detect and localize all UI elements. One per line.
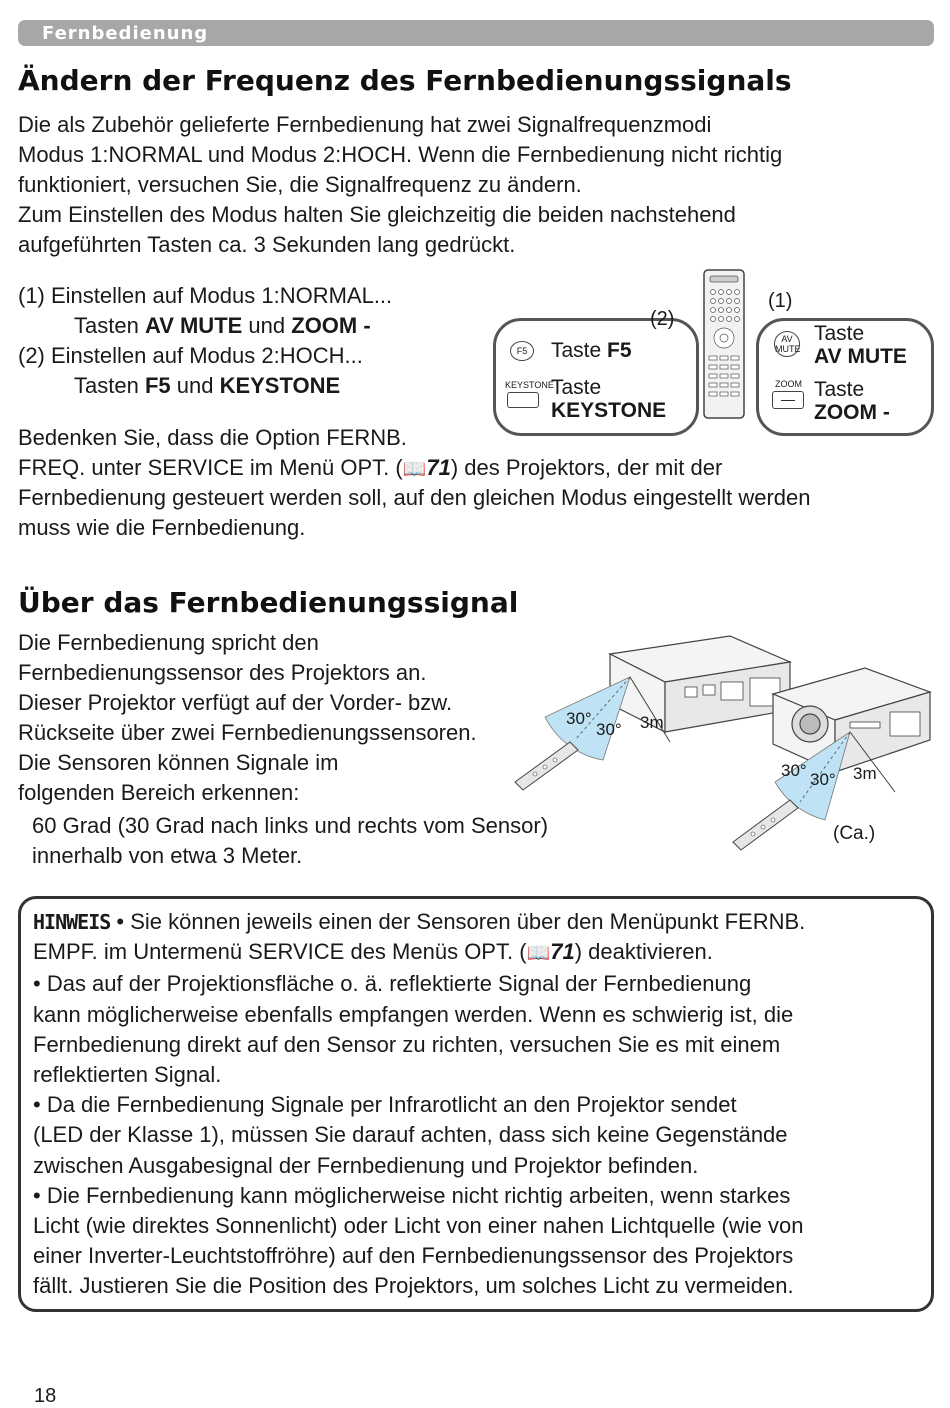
step1-keys xyxy=(74,313,371,339)
step1-key-a: AV MUTE xyxy=(144,313,243,338)
distance-front: 3m xyxy=(853,764,877,783)
step1-label: (1) Einstellen auf Modus 1:NORMAL... xyxy=(18,283,393,308)
mode-note-line3: Fernbedienung gesteuert werden soll, auf den gleichen Modus eingestellt werden xyxy=(18,485,811,510)
angle-left-rear: 30° xyxy=(566,709,592,728)
projector-front-icon xyxy=(773,668,930,772)
zoom-key-label xyxy=(814,378,890,424)
hinweis-bullet1 xyxy=(33,907,918,937)
f5-key-label xyxy=(551,339,632,362)
section-header-label: Fernbedienung xyxy=(42,23,209,44)
keystone-button-caption: KEYSTONE xyxy=(505,380,554,390)
angle-right-front: 30° xyxy=(810,770,836,789)
keystone-key: KEYSTONE xyxy=(551,399,667,422)
av-mute-key-label xyxy=(814,322,907,368)
zoom-button-caption: ZOOM xyxy=(775,379,802,389)
section2-body: Die Fernbedienung spricht den Fernbedienungssensor des Projektors an. Dieser Projektor verfügt auf der Vorder- bzw. Rückseite über zwei Fernbedienungssensoren. Die Sensoren können Signale im folgenden Bereich erkennen: xyxy=(18,630,477,805)
hinweis-title: HINWEIS xyxy=(33,910,111,934)
zoom-minus-button-icon: — xyxy=(772,391,804,409)
remote-control-illustration xyxy=(700,268,750,420)
manual-page-ref[interactable]: 71 xyxy=(426,455,451,480)
mode-note-line1: Bedenken Sie, dass die Option FERNB. xyxy=(18,425,407,450)
av-mute-key: AV MUTE xyxy=(814,345,907,368)
remote-control-rear-icon xyxy=(515,742,578,790)
hinweis-bullet2: • Das auf der Projektionsfläche o. ä. reflektierte Signal der Fernbedienung kann möglicherweise ebenfalls empfangen werden. Wenn es schwierig ist, die Fernbedienung direkt auf den Sensor zu richten, versuchen Sie es mit einem reflektierten Signal. xyxy=(33,971,794,1088)
keystone-prefix: Taste xyxy=(551,376,602,399)
step1-and: und xyxy=(242,313,292,338)
page-number: 18 xyxy=(34,1385,57,1407)
remote-control-front-icon xyxy=(733,800,798,850)
approx-label: (Ca.) xyxy=(833,823,876,844)
section1-intro: Die als Zubehör gelieferte Fernbedienung hat zwei Signalfrequenzmodi Modus 1:NORMAL und Modus 2:HOCH. Wenn die Fernbedienung nicht richtig funktioniert, versuchen Sie, die Signalfrequenz zu ändern. Zum Einstellen des Modus halten Sie gleichzeitig die beiden nachstehend aufgeführten Tasten ca. 3 Sekunden lang gedrückt. xyxy=(18,112,783,257)
hinweis-bullet1-c: ) deaktivieren. xyxy=(574,939,713,965)
hinweis-content xyxy=(33,907,918,1302)
projector-rear-icon xyxy=(610,636,790,732)
f5-prefix: Taste xyxy=(551,339,608,362)
callout-mode2-marker: (2) xyxy=(650,308,675,330)
sensor-range-illustration xyxy=(505,632,935,852)
book-icon: 📖 xyxy=(526,943,551,965)
angle-right-rear: 30° xyxy=(596,720,622,739)
hinweis-bullet3: • Da die Fernbedienung Signale per Infrarotlicht an den Projektor sendet (LED der Klasse 1), müssen Sie darauf achten, dass sich keine Gegenstände zwischen Ausgabesignal der Fernbedienung und Projektor befinden. xyxy=(33,1092,788,1178)
mode-note-line2-b: ) des Projektors, der mit der xyxy=(450,455,723,480)
book-icon: 📖 xyxy=(402,459,427,480)
step2-keys xyxy=(74,373,340,399)
section1-title: Ändern der Frequenz des Fernbedienungssignals xyxy=(18,64,792,97)
step1-key-b: ZOOM - xyxy=(291,313,371,338)
step1-prefix: Tasten xyxy=(74,313,145,338)
step2-prefix: Tasten xyxy=(74,373,145,398)
section2-title: Über das Fernbedienungssignal xyxy=(18,586,519,619)
mode-note-line2-a: FREQ. unter SERVICE im Menü OPT. ( xyxy=(18,455,403,480)
manual-page-ref[interactable]: 71 xyxy=(550,939,575,965)
step2-key-b: KEYSTONE xyxy=(219,373,341,398)
step2-and: und xyxy=(170,373,220,398)
av-mute-button-icon xyxy=(774,331,800,357)
section-header-bar xyxy=(18,20,934,46)
av-mute-btn-bottom: MUTE xyxy=(775,344,801,354)
step2-key-a: F5 xyxy=(144,373,171,398)
av-mute-prefix: Taste xyxy=(814,322,865,345)
hinweis-box xyxy=(18,896,934,1312)
f5-key: F5 xyxy=(607,339,632,362)
hinweis-bullet1-a: • Sie können jeweils einen der Sensoren über den Menüpunkt FERNB. xyxy=(110,909,806,934)
section2-range: 60 Grad (30 Grad nach links und rechts vom Sensor) innerhalb von etwa 3 Meter. xyxy=(32,813,549,868)
zoom-key: ZOOM - xyxy=(814,401,890,424)
angle-left-front: 30° xyxy=(781,761,807,780)
av-mute-btn-top: AV xyxy=(781,334,793,344)
mode-note-line2 xyxy=(18,455,722,481)
distance-rear: 3m xyxy=(640,713,664,732)
zoom-prefix: Taste xyxy=(814,378,865,401)
callout-mode1-marker: (1) xyxy=(768,290,793,312)
f5-button-icon: F5 xyxy=(510,341,534,361)
keystone-key-label xyxy=(551,376,666,422)
keystone-button-icon xyxy=(507,392,539,408)
hinweis-bullet1-b: EMPF. im Untermenü SERVICE des Menüs OPT. ( xyxy=(33,939,527,965)
step2-label: (2) Einstellen auf Modus 2:HOCH... xyxy=(18,343,363,368)
hinweis-bullet4: • Die Fernbedienung kann möglicherweise nicht richtig arbeiten, wenn starkes Licht (wie direktes Sonnenlicht) oder Licht von einer nahen Lichtquelle (wie von einer Inverter-Leuchtstoffröhre) auf den Fernbedienungssensor des Projektors fällt. Justieren Sie die Position des Projektors, um solches Licht zu vermeiden. xyxy=(33,1182,804,1299)
mode-note-line4: muss wie die Fernbedienung. xyxy=(18,515,306,540)
hinweis-bullet1-line2 xyxy=(33,937,918,969)
